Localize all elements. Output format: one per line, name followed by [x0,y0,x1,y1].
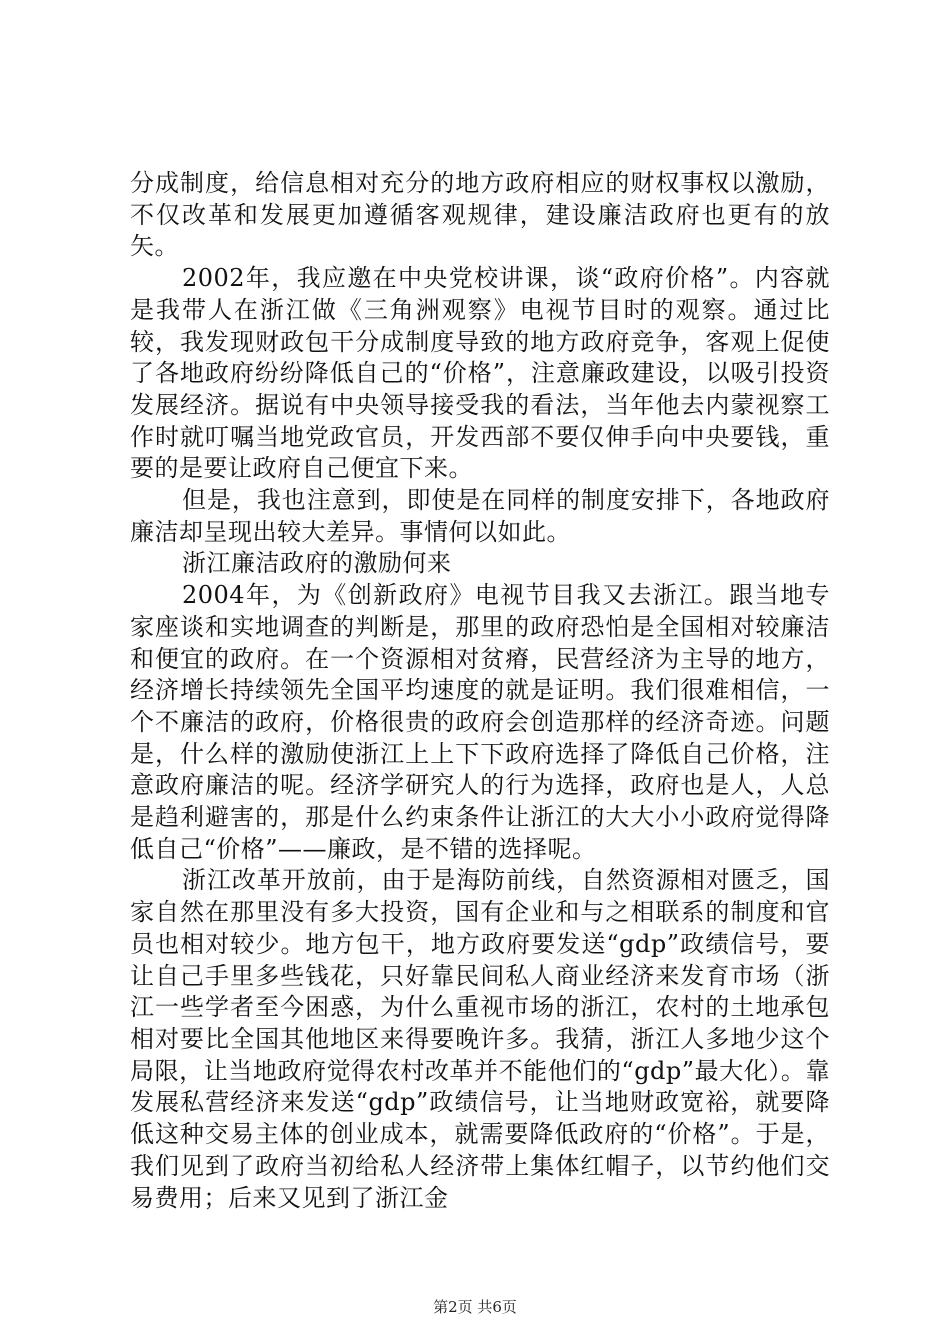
paragraph-continuation: 分成制度，给信息相对充分的地方政府相应的财权事权以激励，不仅改革和发展更加遵循客观规律，建设廉洁政府也更有的放矢。 [130,169,830,261]
page-footer: 第2页 共6页 [433,1298,517,1316]
paragraph-differences: 但是，我也注意到，即使是在同样的制度安排下，各地政府廉洁却呈现出较大差异。事情何以如此。 [130,486,830,546]
document-body [130,168,830,1214]
paragraph-2004-zhejiang: 2004年，为《创新政府》电视节目我又去浙江。跟当地专家座谈和实地调查的判断是，那里的政府恐怕是全国相对较廉洁和便宜的政府。在一个资源相对贫瘠，民营经济为主导的地方，经济增长持续领先全国平均速度的就是证明。我们很难相信，一个不廉洁的政府，价格很贵的政府会创造那样的经济奇迹。问题是，什么样的激励使浙江上上下下政府选择了降低自己价格，注意政府廉洁的呢。经济学研究人的行为选择，政府也是人，人总是趋利避害的，那是什么约束条件让浙江的大大小小政府觉得降低自己“价格”——廉政，是不错的选择呢。 [130,581,830,863]
section-heading: 浙江廉洁政府的激励何来 [182,549,452,578]
paragraph-reform-history: 浙江改革开放前，由于是海防前线，自然资源相对匮乏，国家自然在那里没有多大投资，国有企业和与之相联系的制度和官员也相对较少。地方包干，地方政府要发送“gdp”政绩信号，要让自己手里多些钱花，只好靠民间私人商业经济来发育市场（浙江一些学者至今困惑，为什么重视市场的浙江，农村的土地承包相对要比全国其他地区来得要晚许多。我猜，浙江人多地少这个局限，让当地政府觉得农村改革并不能他们的“gdp”最大化）。靠发展私营经济来发送“gdp”政绩信号，让当地财政宽裕，就要降低这种交易主体的创业成本，就需要降低政府的“价格”。于是，我们见到了政府当初给私人经济带上集体红帽子，以节约他们交易费用；后来又见到了浙江金 [130,866,830,1212]
paragraph-2002-lecture: 2002年，我应邀在中央党校讲课，谈“政府价格”。内容就是我带人在浙江做《三角洲观察》电视节目时的观察。通过比较，我发现财政包干分成制度导致的地方政府竞争，客观上促使了各地政府纷纷降低自己的“价格”，注意廉政建设，以吸引投资发展经济。据说有中央领导接受我的看法，当年他去内蒙视察工作时就叮嘱当地党政官员，开发西部不要仅伸手向中央要钱，重要的是要让政府自己便宜下来。 [130,264,830,483]
